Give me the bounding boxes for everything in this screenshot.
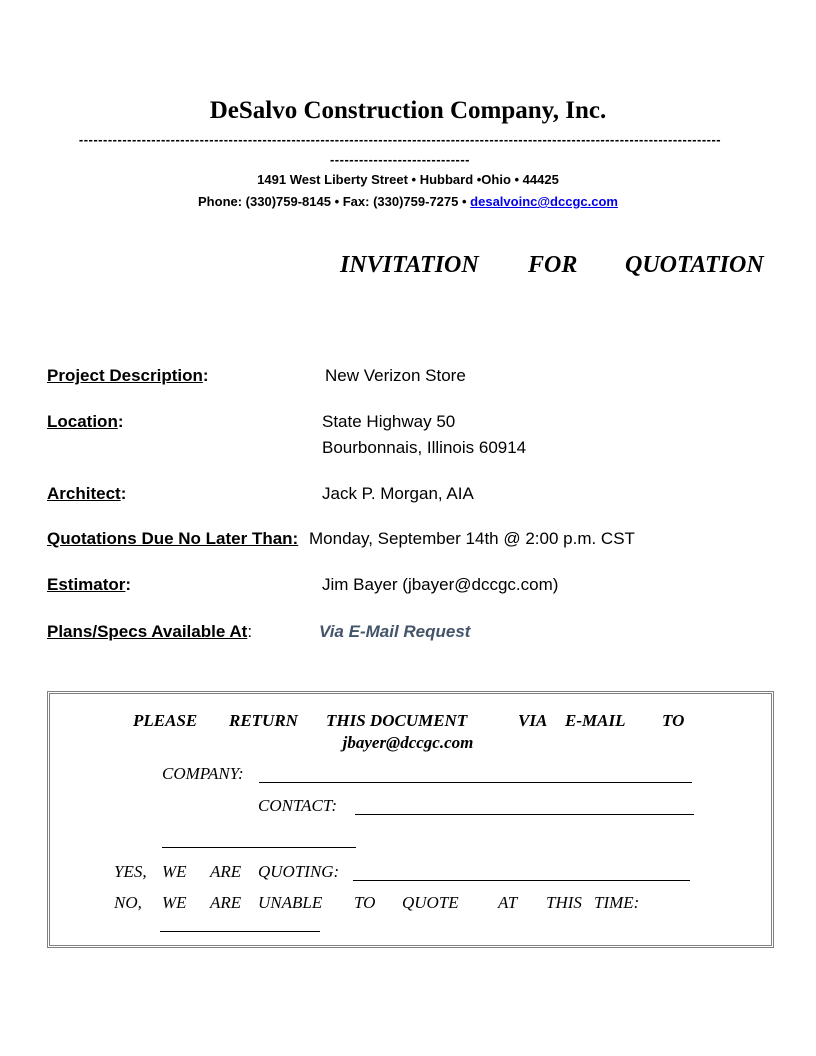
company-email-link[interactable]: desalvoinc@dccgc.com: [470, 194, 618, 209]
no-word-5: TO: [354, 893, 376, 912]
box-word-this-document: THIS DOCUMENT: [326, 711, 468, 730]
header-divider-line-2: -----------------------------: [329, 152, 471, 167]
yes-word-1: YES,: [114, 862, 147, 881]
company-field-line[interactable]: [259, 782, 692, 783]
architect-value: Jack P. Morgan, AIA: [322, 484, 474, 503]
no-word-4: UNABLE: [258, 893, 323, 912]
box-word-via: VIA: [518, 711, 548, 730]
quotations-due-label: Quotations Due No Later Than:: [47, 529, 299, 548]
yes-quoting-line[interactable]: [353, 880, 690, 881]
yes-word-2: WE: [162, 862, 187, 881]
yes-word-4: QUOTING:: [258, 862, 340, 881]
box-word-please: PLEASE: [133, 711, 198, 730]
company-contact-line: [0, 194, 816, 210]
company-name: DeSalvo Construction Company, Inc.: [209, 97, 607, 124]
estimator-label: Estimator:: [47, 575, 132, 594]
contact-field-line[interactable]: [355, 814, 694, 815]
no-word-2: WE: [162, 893, 187, 912]
contact-field-line-continued[interactable]: [162, 847, 356, 848]
box-word-email: E-MAIL: [565, 711, 626, 730]
estimator-value: Jim Bayer (jbayer@dccgc.com): [322, 575, 559, 594]
location-label: Location:: [47, 412, 124, 431]
no-word-6: QUOTE: [402, 893, 459, 912]
location-line-1: State Highway 50: [322, 412, 456, 431]
company-field-label: COMPANY:: [162, 764, 244, 783]
phone-fax-text: Phone: (330)759-8145 • Fax: (330)759-7275 •: [198, 194, 467, 209]
box-word-return: RETURN: [229, 711, 298, 730]
architect-label: Architect:: [47, 484, 127, 503]
no-unable-line[interactable]: [160, 931, 320, 932]
contact-field-label: CONTACT:: [258, 796, 338, 815]
no-word-9: TIME:: [594, 893, 640, 912]
return-email-address: jbayer@dccgc.com: [342, 733, 474, 752]
title-for: FOR: [528, 252, 578, 278]
company-address: 1491 West Liberty Street • Hubbard •Ohio • 44425: [257, 172, 559, 187]
no-word-8: THIS: [546, 893, 582, 912]
no-word-3: ARE: [210, 893, 242, 912]
project-description-value: New Verizon Store: [325, 366, 466, 385]
title-invitation: INVITATION: [340, 252, 479, 278]
location-line-2: Bourbonnais, Illinois 60914: [322, 438, 527, 457]
no-word-1: NO,: [114, 893, 142, 912]
plans-specs-value: Via E-Mail Request: [319, 622, 471, 641]
project-description-label: Project Description:: [47, 366, 209, 385]
plans-specs-label: Plans/Specs Available At:: [47, 622, 253, 641]
yes-word-3: ARE: [210, 862, 242, 881]
header-divider-line-1: -------------------------------------------------------------------------------------------------------------------------------------: [78, 132, 722, 147]
quotations-due-value: Monday, September 14th @ 2:00 p.m. CST: [309, 529, 635, 548]
box-word-to: TO: [662, 711, 685, 730]
no-word-7: AT: [498, 893, 518, 912]
title-quotation: QUOTATION: [625, 252, 764, 278]
